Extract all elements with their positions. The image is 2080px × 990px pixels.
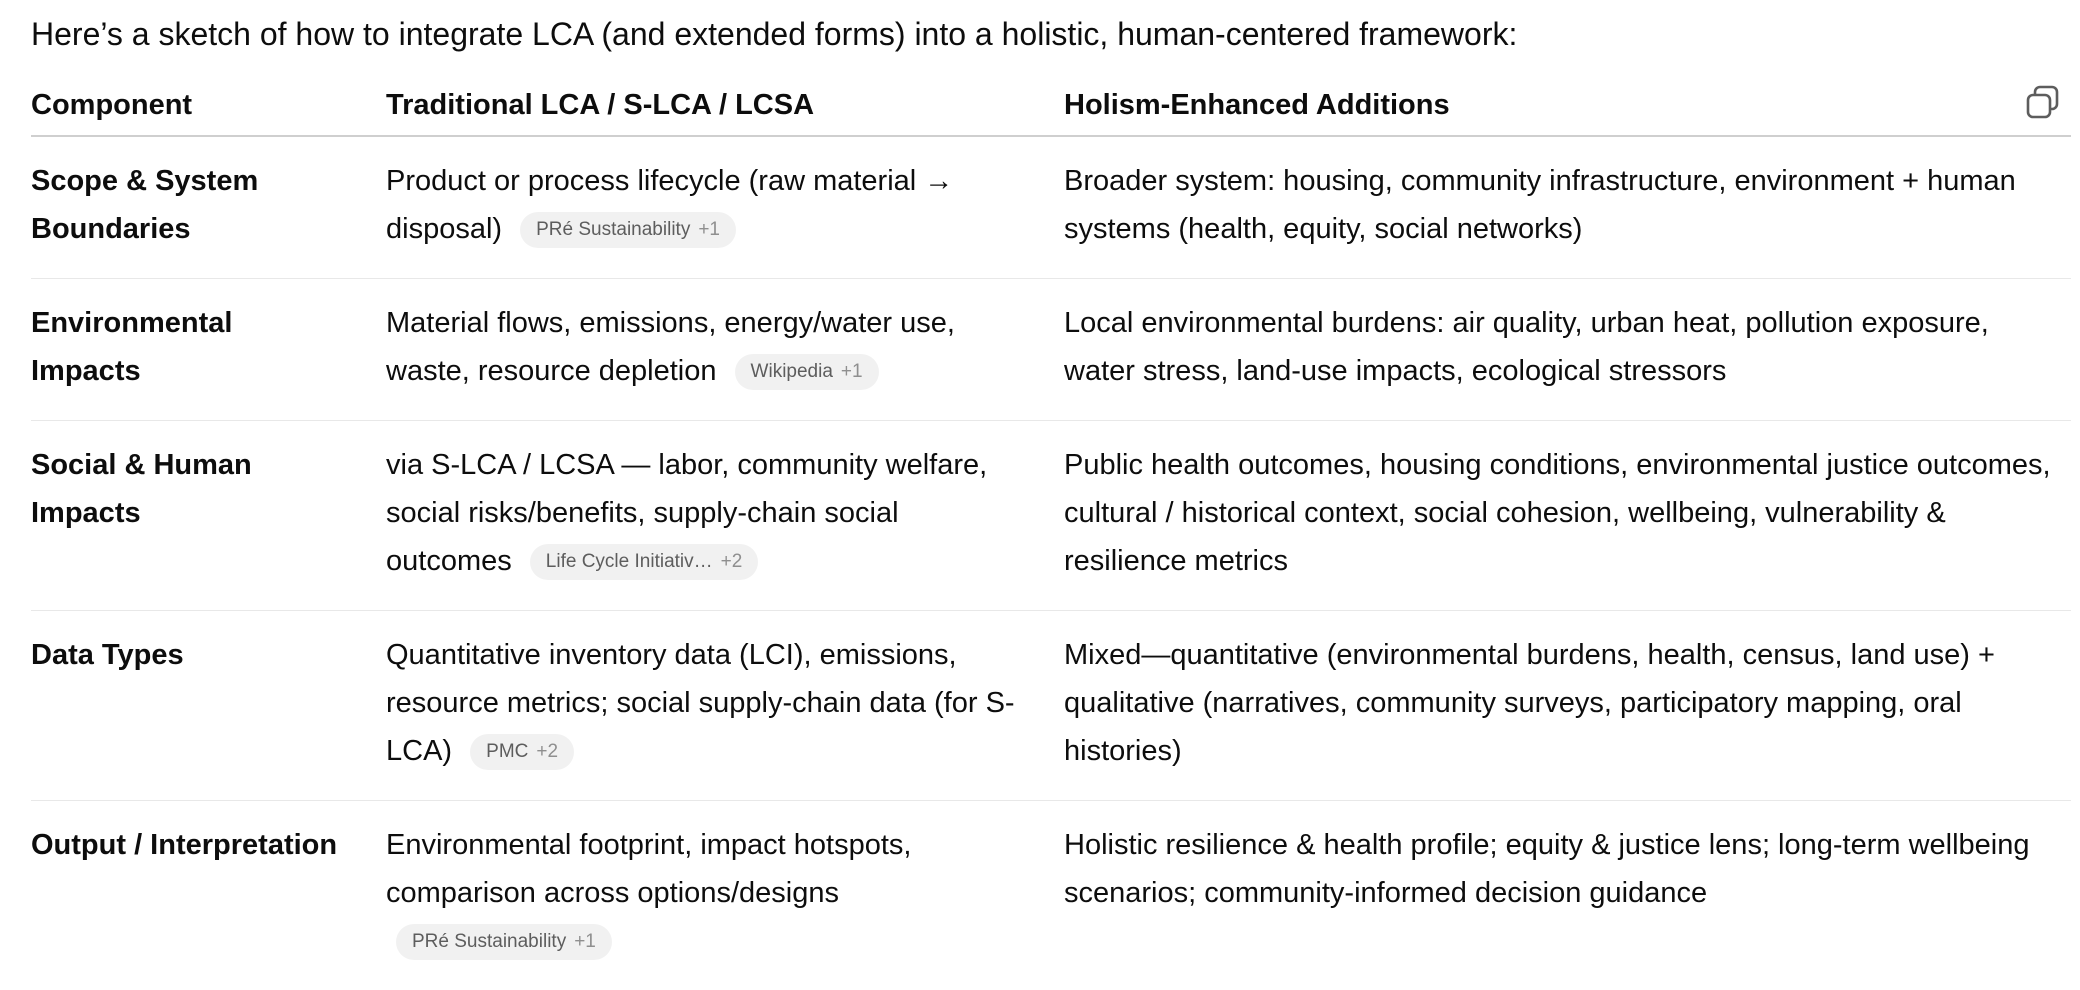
row-traditional: [386, 299, 1064, 395]
citation-more: +1: [574, 931, 596, 952]
row-traditional: [386, 631, 1064, 775]
citation-pill[interactable]: [735, 354, 879, 390]
citation-source: PRé Sustainability: [536, 219, 691, 240]
citation-pill[interactable]: [470, 734, 574, 770]
copy-icon: [2023, 83, 2063, 123]
row-holism: Public health outcomes, housing conditions, environmental justice outcomes, cultural / historical context, social cohesion, wellbeing, vulnerability & resilience metrics: [1064, 449, 2051, 577]
row-component: Output / Interpretation: [31, 829, 338, 861]
row-component: Social & Human Impacts: [31, 449, 252, 529]
row-traditional: [386, 157, 1064, 253]
row-component: Scope & System Boundaries: [31, 165, 259, 245]
table-row: [31, 137, 2071, 279]
header-traditional: Traditional LCA / S-LCA / LCSA: [386, 88, 815, 121]
citation-source: Wikipedia: [750, 361, 833, 382]
traditional-text: Environmental footprint, impact hotspots, comparison across options/designs: [386, 829, 912, 909]
intro-text: Here’s a sketch of how to integrate LCA (and extended forms) into a holistic, human-centered framework:: [31, 16, 1518, 52]
traditional-text: via S-LCA / LCSA — labor, community welfare, social risks/benefits, supply-chain social outcomes: [386, 449, 988, 577]
row-component: Data Types: [31, 639, 184, 671]
citation-pill[interactable]: [396, 924, 612, 960]
row-traditional: [386, 441, 1064, 585]
table-row: [31, 279, 2071, 421]
copy-table-button[interactable]: [2023, 83, 2063, 123]
citation-source: PRé Sustainability: [412, 931, 567, 952]
row-holism: Local environmental burdens: air quality, urban heat, pollution exposure, water stress, land-use impacts, ecological stressors: [1064, 307, 1989, 387]
table-row: [31, 611, 2071, 801]
row-holism: Mixed—quantitative (environmental burdens, health, census, land use) + qualitative (narratives, community surveys, participatory mapping, oral histories): [1064, 639, 1995, 767]
citation-more: +1: [698, 219, 720, 240]
comparison-table: [31, 75, 2071, 990]
citation-more: +1: [840, 361, 863, 382]
row-traditional: [386, 821, 1064, 965]
traditional-text: Material flows, emissions, energy/water use, waste, resource depletion: [386, 307, 955, 387]
traditional-text: Quantitative inventory data (LCI), emissions, resource metrics; social supply-chain data (for S-LCA): [386, 639, 1015, 767]
citation-source: PMC: [486, 741, 529, 762]
header-component: Component: [31, 88, 193, 121]
header-holism: Holism-Enhanced Additions: [1064, 88, 1450, 121]
table-row: [31, 801, 2071, 990]
citation-more: +2: [536, 741, 559, 762]
table-header: [31, 75, 2071, 137]
table-row: [31, 421, 2071, 611]
row-holism: Broader system: housing, community infrastructure, environment + human systems (health, equity, social networks): [1064, 165, 2016, 245]
citation-source: Life Cycle Initiativ…: [545, 551, 713, 572]
row-component: Environmental Impacts: [31, 307, 233, 387]
citation-pill[interactable]: [520, 212, 736, 248]
traditional-text: Product or process lifecycle (raw material → disposal): [386, 165, 954, 245]
row-holism: Holistic resilience & health profile; equity & justice lens; long-term wellbeing scenarios; community-informed decision guidance: [1064, 829, 2030, 909]
citation-more: +2: [720, 551, 743, 572]
citation-pill[interactable]: [530, 544, 759, 580]
